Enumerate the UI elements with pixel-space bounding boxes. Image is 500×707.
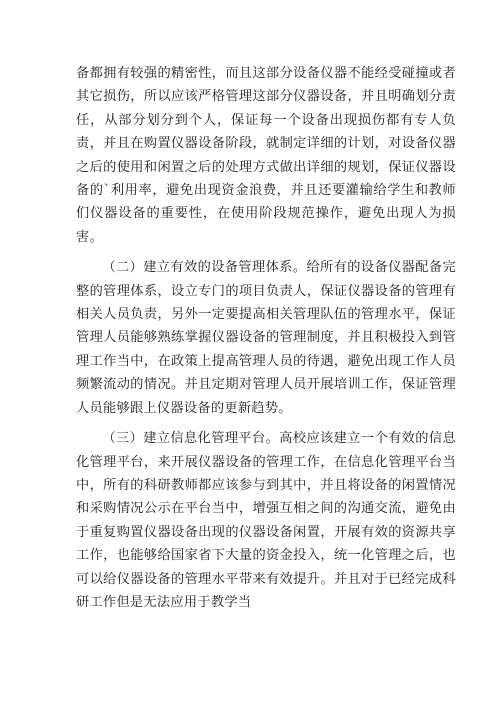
paragraph-continuation: 备都拥有较强的精密性，而且这部分设备仪器不能经受碰撞或者其它损伤，所以应该严格管理这部分仪器设备，并且明确划分责任，从部分划分到个人，保证每一个设备出现损伤都有专人负责，并且在购置仪器设备阶段，就制定详细的计划，对设备仪器之后的使用和闲置之后的处理方式做出详细的规划，保证仪器设备的`利用率，避免出现资金浪费，并且还要灌输给学生和教师们仪器设备的重要性，在使用阶段规范操作，避免出现人为损害。 [76,66,456,245]
paragraph-section-2: （二）建立有效的设备管理体系。给所有的设备仪器配备完整的管理体系，设立专门的项目负责人，保证仪器设备的管理有相关人员负责，另外一定要提高相关管理队伍的管理水平，保证管理人员能够熟练掌握仪器设备的管理制度，并且积极投入到管理工作当中，在政策上提高管理人员的待遇，避免出现工作人员频繁流动的情况。并且定期对管理人员开展培训工作，保证管理人员能够跟上仪器设备的更新趋势。 [76,260,456,416]
paragraph-section-3: （三）建立信息化管理平台。高校应该建立一个有效的信息化管理平台，来开展仪器设备的管理工作，在信息化管理平台当中，所有的科研教师都应该参与到其中，并且将设备的闲置情况和采购情况公示在平台当中，增强互相之间的沟通交流，避免由于重复购置仪器设备出现的仪器设备闲置，开展有效的资源共享工作，也能够给国家省下大量的资金投入，统一化管理之后，也可以给仪器设备的管理水平带来有效提升。并且对于已经完成科研工作但是无法应用于教学当 [76,431,456,610]
body-text [76,62,456,614]
